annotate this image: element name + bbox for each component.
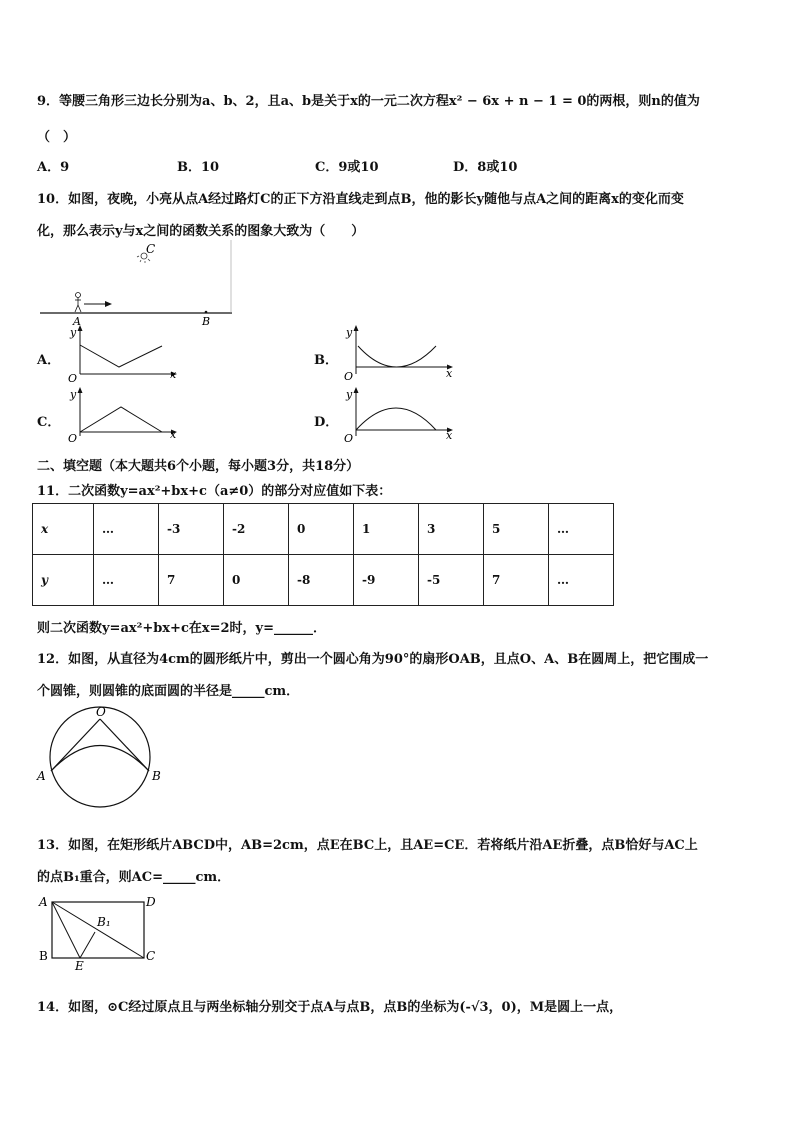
q10-option-a: A． [37,353,61,368]
q9-option-b: B．10 [177,160,220,175]
person-icon [75,293,81,313]
q10-option-b: B． [314,353,338,368]
q9-line1: 9．等腰三角形三边长分别为a、b、2，且a、b是关于x的一元二次方程x² − 6x + n − 1 = 0的两根，则n的值为 [37,94,700,109]
q12-line2: 个圆锥，则圆锥的底面圆的半径是_____cm． [37,684,300,699]
x-axis-label: x [446,429,453,442]
section-heading-fill-in: 二、填空题（本大题共6个小题，每小题3分，共18分） [37,459,360,474]
q11-question: 则二次函数y=ax²+bx+c在x=2时，y=______． [37,621,326,636]
y-axis-label: y [346,388,353,401]
point-b-label: B [152,769,161,783]
table-cell: … [549,504,614,555]
point-a-label: A [37,769,46,783]
point-e-label: E [75,959,84,972]
table-row-x [33,504,614,555]
table-cell: … [94,555,159,606]
q11-value-table [32,503,614,606]
x-axis-label: x [170,428,177,441]
point-c-label: C [146,949,156,963]
y-axis-label: y [346,326,353,339]
table-row-y [33,555,614,606]
table-cell: -8 [289,555,354,606]
table-cell: … [549,555,614,606]
table-cell: 7 [159,555,224,606]
q10-option-c: C． [37,415,61,430]
table-cell: 1 [354,504,419,555]
x-axis-label: x [170,368,177,381]
point-b-label: B [202,315,211,328]
table-cell: 0 [289,504,354,555]
table-cell: 0 [224,555,289,606]
table-cell: y [33,555,94,606]
table-cell: -2 [224,504,289,555]
q10-graph-a [62,322,184,384]
q9-option-d: D．8或10 [453,160,518,175]
y-axis-label: y [70,388,77,401]
q12-figure [34,702,166,812]
q13-line1: 13．如图，在矩形纸片ABCD中，AB=2cm，点E在BC上，且AE=CE．若将纸片沿AE折叠，点B恰好与AC上 [37,838,698,853]
q9-line2: （ ） [37,130,77,145]
y-axis-label: y [70,326,77,339]
point-o-label: O [96,705,106,719]
q13-figure [36,890,166,972]
q9-option-c: C．9或10 [315,160,379,175]
point-a-label: A [73,315,81,328]
table-cell: … [94,504,159,555]
origin-label: O [68,372,78,384]
lamp-label: C [146,242,156,256]
q10-graph-c [62,384,184,446]
q9-option-a: A．9 [37,160,70,175]
table-cell: 5 [484,504,549,555]
table-cell: 7 [484,555,549,606]
x-axis-label: x [446,367,453,380]
point-a-label: A [39,895,48,909]
origin-label: O [344,432,354,445]
point-b-label: B [39,949,48,963]
q14-line1: 14．如图，⊙C经过原点且与两坐标轴分别交于点A与点B，点B的坐标为(-√3，0)，M是圆上一点， [37,1000,623,1015]
q10-line1: 10．如图，夜晚，小亮从点A经过路灯C的正下方沿直线走到点B，他的影长y随他与点A之间的距离x的变化而变 [37,192,684,207]
q10-graph-d [338,384,460,446]
table-cell: -3 [159,504,224,555]
q13-line2: 的点B₁重合，则AC=_____cm． [37,870,231,885]
origin-label: O [68,432,78,445]
arrow-right-icon [105,301,112,307]
point-b1-label: B₁ [97,915,111,929]
point-d-label: D [146,895,156,909]
table-cell: -9 [354,555,419,606]
q12-line1: 12．如图，从直径为4cm的圆形纸片中，剪出一个圆心角为90°的扇形OAB，且点O、A、B在圆周上，把它围成一 [37,652,709,667]
table-cell: x [33,504,94,555]
q10-figure [40,240,240,328]
q10-line2: 化，那么表示y与x之间的函数关系的图象大致为（ ） [37,224,365,239]
origin-label: O [344,370,354,383]
table-cell: 3 [419,504,484,555]
q10-graph-b [338,322,460,384]
q11-intro: 11．二次函数y=ax²+bx+c（a≠0）的部分对应值如下表： [37,484,392,499]
q10-option-d: D． [314,415,339,430]
table-cell: -5 [419,555,484,606]
